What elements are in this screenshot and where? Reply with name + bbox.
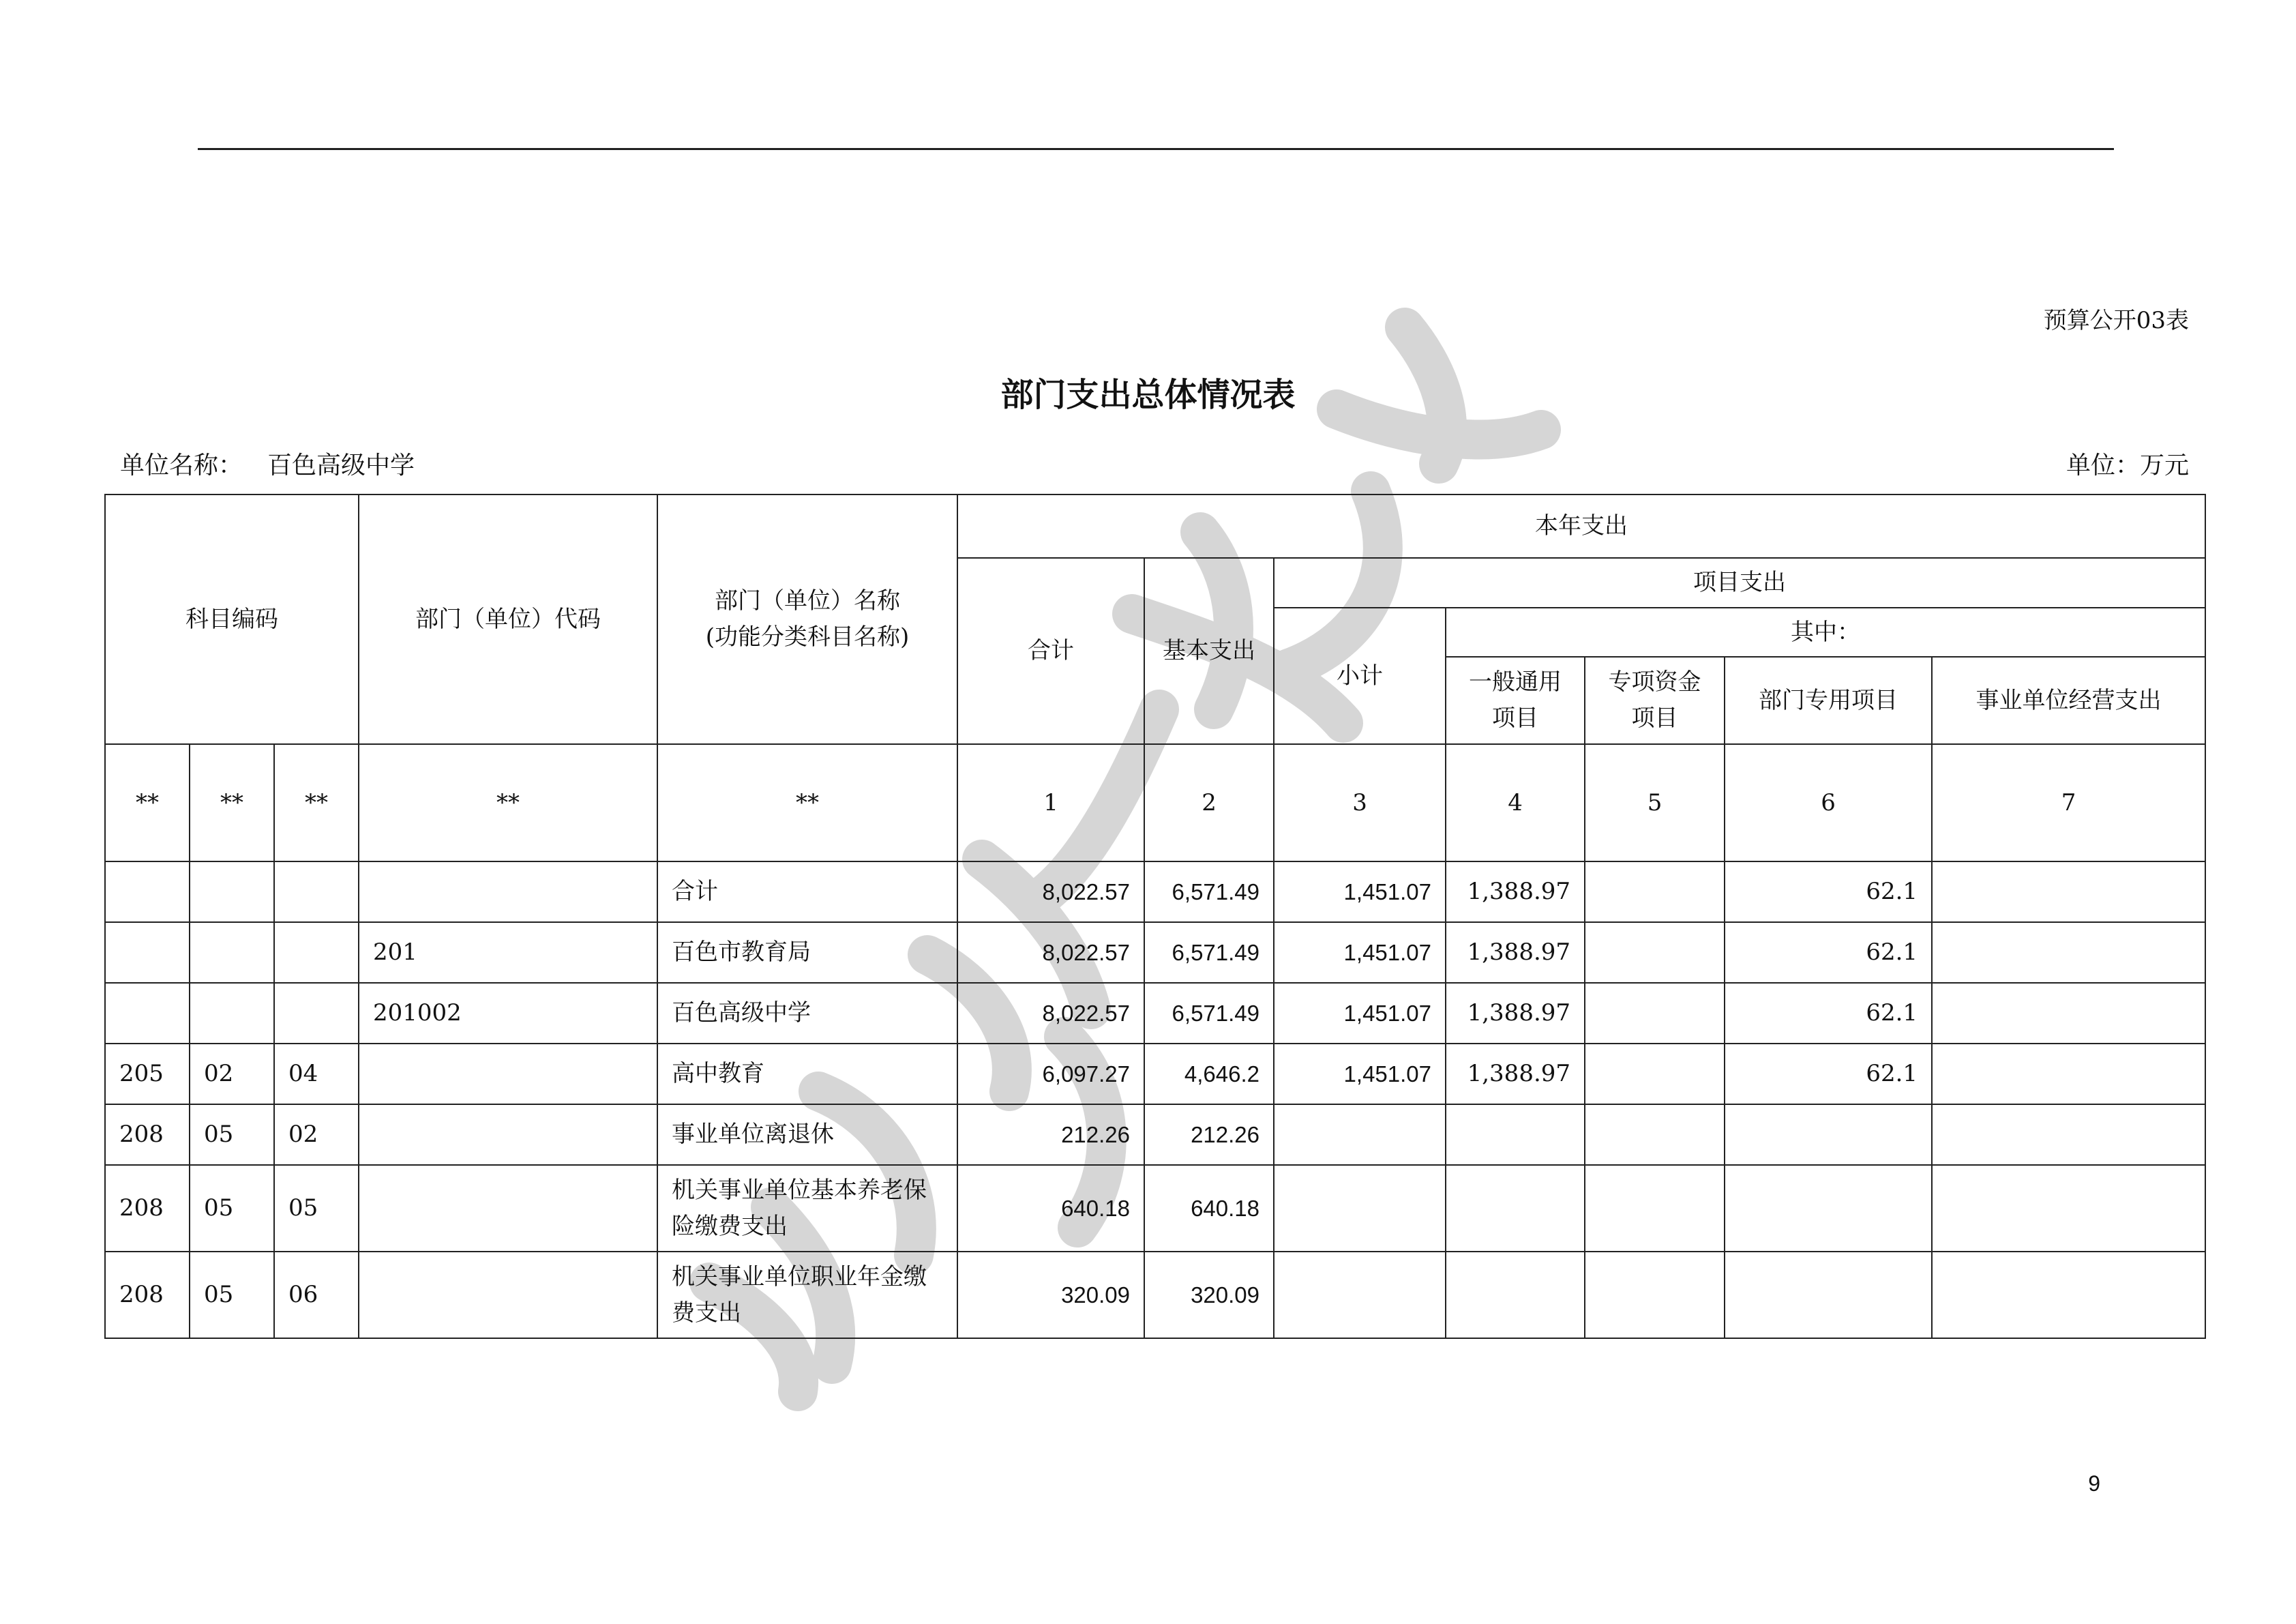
cell-subtotal: 1,451.07 xyxy=(1274,922,1446,983)
cell-total: 6,097.27 xyxy=(957,1044,1144,1104)
cell-business xyxy=(1932,1104,2205,1165)
index-cell: 6 xyxy=(1725,744,1932,861)
cell-basic: 640.18 xyxy=(1144,1165,1274,1252)
cell-special xyxy=(1585,1104,1725,1165)
cell-c2 xyxy=(190,861,274,922)
cell-code: 201 xyxy=(359,922,657,983)
cell-name: 百色高级中学 xyxy=(657,983,957,1044)
header-rule xyxy=(198,148,2114,150)
header-dept-name-line1: 部门（单位）名称 xyxy=(715,587,901,615)
cell-code xyxy=(359,1104,657,1165)
header-basic: 基本支出 xyxy=(1144,558,1274,744)
cell-name: 机关事业单位基本养老保险缴费支出 xyxy=(657,1165,957,1252)
cell-c2 xyxy=(190,922,274,983)
cell-c3: 06 xyxy=(274,1252,359,1338)
cell-general xyxy=(1446,1252,1585,1338)
header-general-line1: 一般通用 xyxy=(1469,668,1562,696)
cell-name: 高中教育 xyxy=(657,1044,957,1104)
cell-c3 xyxy=(274,861,359,922)
cell-c1 xyxy=(105,861,190,922)
header-general xyxy=(1446,657,1585,744)
cell-subtotal xyxy=(1274,1165,1446,1252)
cell-business xyxy=(1932,1252,2205,1338)
cell-total: 8,022.57 xyxy=(957,861,1144,922)
cell-c1: 208 xyxy=(105,1165,190,1252)
header-current-year: 本年支出 xyxy=(957,494,2205,558)
cell-c1 xyxy=(105,922,190,983)
header-subject-code: 科目编码 xyxy=(105,494,359,744)
cell-total: 320.09 xyxy=(957,1252,1144,1338)
header-total: 合计 xyxy=(957,558,1144,744)
cell-dept-special: 62.1 xyxy=(1725,861,1932,922)
cell-c1: 208 xyxy=(105,1252,190,1338)
unit-measure: 单位：万元 xyxy=(2066,452,2189,479)
cell-total: 640.18 xyxy=(957,1165,1144,1252)
cell-dept-special: 62.1 xyxy=(1725,922,1932,983)
table-row xyxy=(105,922,2205,983)
index-cell: 3 xyxy=(1274,744,1446,861)
cell-general xyxy=(1446,1104,1585,1165)
header-business: 事业单位经营支出 xyxy=(1932,657,2205,744)
cell-name: 事业单位离退休 xyxy=(657,1104,957,1165)
header-dept-name xyxy=(657,494,957,744)
table-row xyxy=(105,1165,2205,1252)
header-subtotal: 小计 xyxy=(1274,608,1446,744)
cell-code: 201002 xyxy=(359,983,657,1044)
cell-basic: 6,571.49 xyxy=(1144,861,1274,922)
cell-name: 机关事业单位职业年金缴费支出 xyxy=(657,1252,957,1338)
cell-c1 xyxy=(105,983,190,1044)
cell-general: 1,388.97 xyxy=(1446,922,1585,983)
header-general-line2: 项目 xyxy=(1492,705,1539,732)
header-dept-name-line2: (功能分类科目名称) xyxy=(705,623,910,651)
cell-basic: 4,646.2 xyxy=(1144,1044,1274,1104)
budget-table xyxy=(104,494,2206,1339)
index-cell: 4 xyxy=(1446,744,1585,861)
cell-name: 合计 xyxy=(657,861,957,922)
cell-business xyxy=(1932,861,2205,922)
index-cell: 2 xyxy=(1144,744,1274,861)
cell-total: 8,022.57 xyxy=(957,983,1144,1044)
cell-c3: 02 xyxy=(274,1104,359,1165)
header-dept-code: 部门（单位）代码 xyxy=(359,494,657,744)
index-cell: 1 xyxy=(957,744,1144,861)
cell-general: 1,388.97 xyxy=(1446,861,1585,922)
index-cell: ** xyxy=(105,744,190,861)
cell-c2: 02 xyxy=(190,1044,274,1104)
header-of-which: 其中： xyxy=(1446,608,2205,657)
cell-business xyxy=(1932,1165,2205,1252)
cell-code xyxy=(359,1252,657,1338)
cell-special xyxy=(1585,861,1725,922)
header-project: 项目支出 xyxy=(1274,558,2205,608)
index-cell: ** xyxy=(190,744,274,861)
cell-c1: 208 xyxy=(105,1104,190,1165)
table-row xyxy=(105,1104,2205,1165)
cell-basic: 212.26 xyxy=(1144,1104,1274,1165)
page-number: 9 xyxy=(2088,1471,2100,1496)
table-row xyxy=(105,1252,2205,1338)
cell-c3: 05 xyxy=(274,1165,359,1252)
cell-subtotal: 1,451.07 xyxy=(1274,983,1446,1044)
table-row xyxy=(105,861,2205,922)
unit-name xyxy=(120,446,415,481)
unit-name-label: 单位名称： xyxy=(120,452,243,479)
cell-dept-special: 62.1 xyxy=(1725,1044,1932,1104)
cell-business xyxy=(1932,1044,2205,1104)
index-cell: 5 xyxy=(1585,744,1725,861)
cell-dept-special xyxy=(1725,1104,1932,1165)
cell-c3 xyxy=(274,922,359,983)
cell-c2: 05 xyxy=(190,1165,274,1252)
cell-general xyxy=(1446,1165,1585,1252)
cell-name: 百色市教育局 xyxy=(657,922,957,983)
cell-code xyxy=(359,1165,657,1252)
index-cell: ** xyxy=(359,744,657,861)
cell-business xyxy=(1932,983,2205,1044)
cell-general: 1,388.97 xyxy=(1446,1044,1585,1104)
form-id: 预算公开03表 xyxy=(2043,307,2189,334)
cell-basic: 6,571.49 xyxy=(1144,922,1274,983)
index-cell: ** xyxy=(657,744,957,861)
header-dept-special: 部门专用项目 xyxy=(1725,657,1932,744)
cell-dept-special xyxy=(1725,1165,1932,1252)
cell-special xyxy=(1585,983,1725,1044)
cell-c3: 04 xyxy=(274,1044,359,1104)
cell-dept-special xyxy=(1725,1252,1932,1338)
header-special xyxy=(1585,657,1725,744)
unit-name-value: 百色高级中学 xyxy=(267,452,415,479)
cell-subtotal xyxy=(1274,1252,1446,1338)
cell-dept-special: 62.1 xyxy=(1725,983,1932,1044)
cell-subtotal: 1,451.07 xyxy=(1274,861,1446,922)
cell-c2 xyxy=(190,983,274,1044)
cell-special xyxy=(1585,922,1725,983)
page-title: 部门支出总体情况表 xyxy=(1000,376,1296,414)
index-row xyxy=(105,744,2205,861)
cell-c2: 05 xyxy=(190,1104,274,1165)
table-row xyxy=(105,1044,2205,1104)
cell-special xyxy=(1585,1252,1725,1338)
cell-basic: 6,571.49 xyxy=(1144,983,1274,1044)
index-cell: ** xyxy=(274,744,359,861)
cell-c3 xyxy=(274,983,359,1044)
cell-c2: 05 xyxy=(190,1252,274,1338)
cell-c1: 205 xyxy=(105,1044,190,1104)
header-special-line1: 专项资金 xyxy=(1608,668,1701,696)
cell-special xyxy=(1585,1165,1725,1252)
cell-total: 8,022.57 xyxy=(957,922,1144,983)
cell-basic: 320.09 xyxy=(1144,1252,1274,1338)
cell-subtotal: 1,451.07 xyxy=(1274,1044,1446,1104)
cell-subtotal xyxy=(1274,1104,1446,1165)
cell-code xyxy=(359,861,657,922)
cell-code xyxy=(359,1044,657,1104)
cell-business xyxy=(1932,922,2205,983)
cell-total: 212.26 xyxy=(957,1104,1144,1165)
table-row xyxy=(105,983,2205,1044)
index-cell: 7 xyxy=(1932,744,2205,861)
header-special-line2: 项目 xyxy=(1631,705,1678,732)
cell-general: 1,388.97 xyxy=(1446,983,1585,1044)
cell-special xyxy=(1585,1044,1725,1104)
